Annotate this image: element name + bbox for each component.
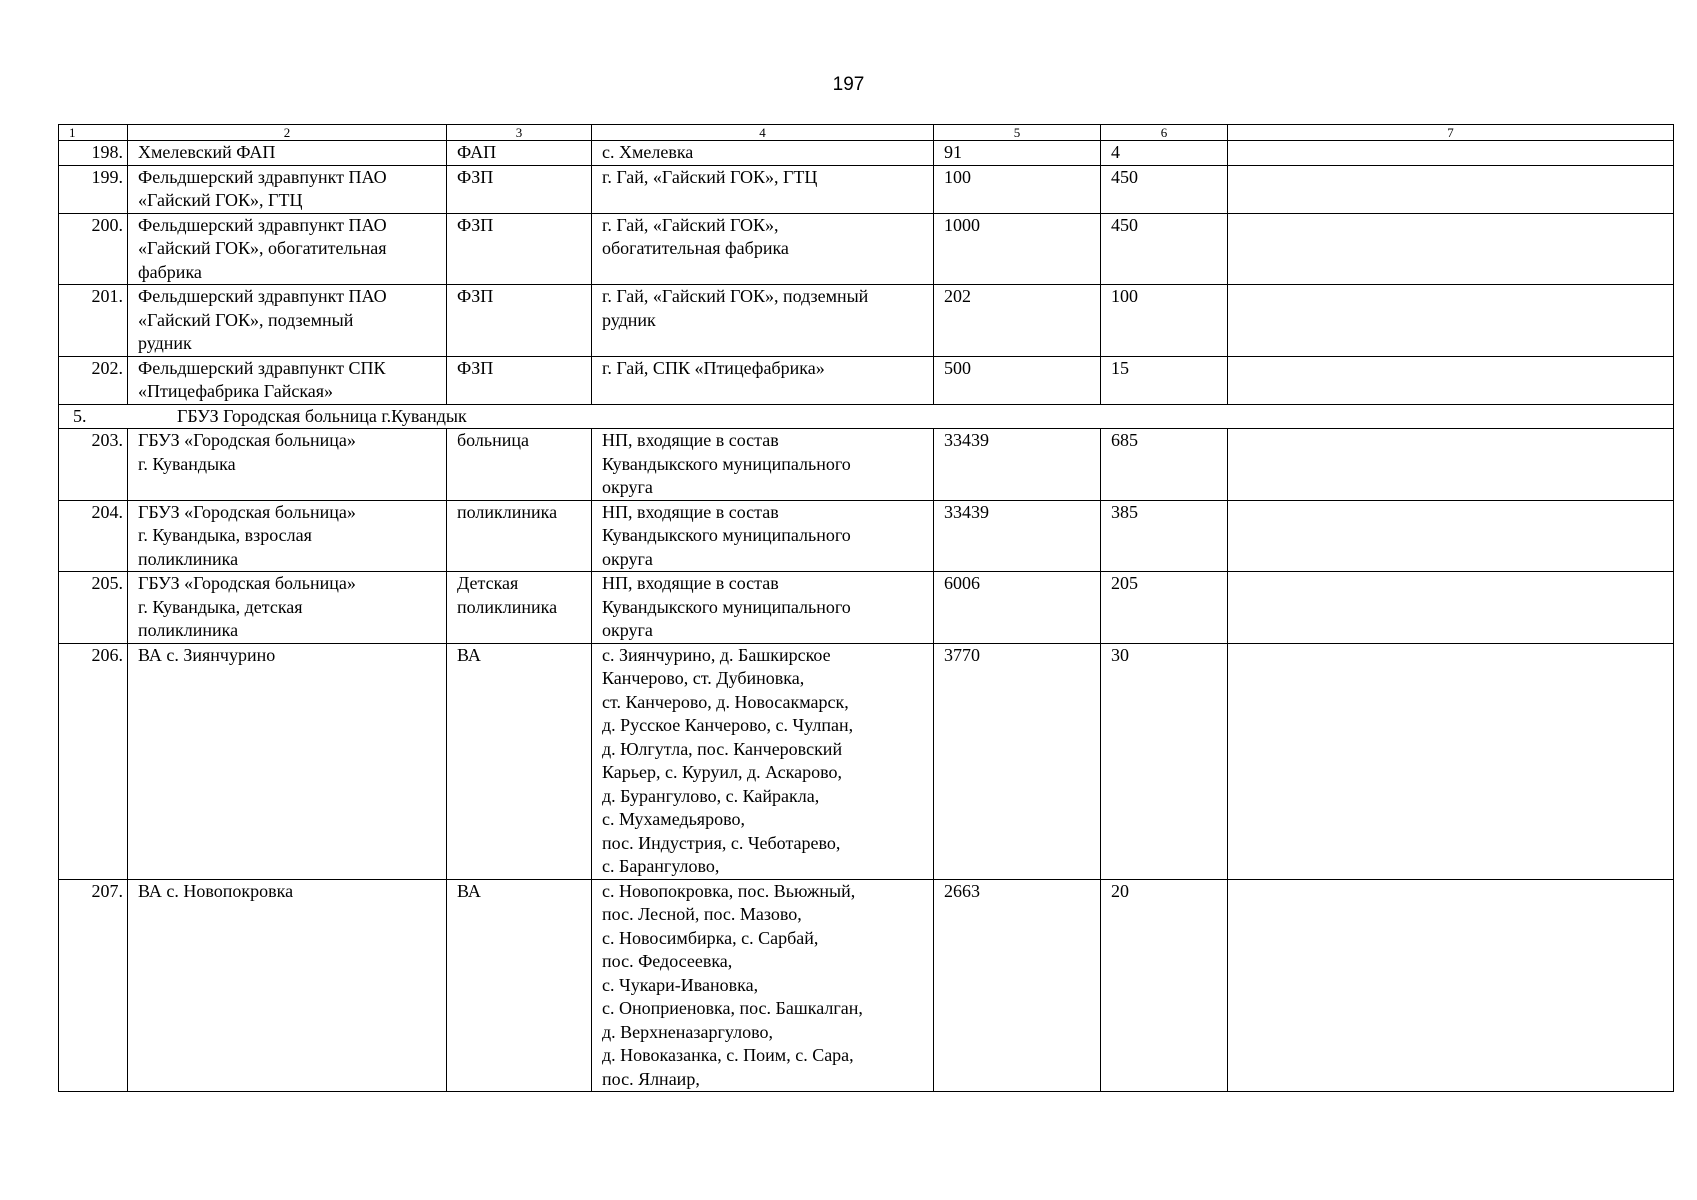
service-area: с. Хмелевка [592,141,934,166]
facility-name: Фельдшерский здравпункт СПК «Птицефабрика Гайская» [128,356,447,404]
column-6-value: 4 [1101,141,1228,166]
facility-type: больница [447,429,592,501]
column-5-value: 3770 [934,643,1101,879]
facility-type: ФЗП [447,356,592,404]
table-row [59,141,1674,166]
facility-type: ФЗП [447,165,592,213]
column-6-value: 685 [1101,429,1228,501]
service-area: с. Зиянчурино, д. Башкирское Канчерово, ст. Дубиновка, ст. Канчерово, д. Новосакмарск, д. Русское Канчерово, с. Чулпан, д. Юлгутла, пос. Канчеровский Карьер, с. Куруил, д. Аскарово, д. Бурангулово, с. Кайракла, с. Мухамедьярово, пос. Индустрия, с. Чеботарево, с. Барангулово, [592,643,934,879]
facility-type: ФЗП [447,213,592,285]
column-7-value [1228,879,1674,1092]
facility-type: ВА [447,879,592,1092]
table-row [59,879,1674,1092]
column-number: 2 [128,125,447,141]
column-5-value: 202 [934,285,1101,357]
section-header [59,404,1674,429]
service-area: г. Гай, «Гайский ГОК», ГТЦ [592,165,934,213]
column-7-value [1228,572,1674,644]
column-6-value: 100 [1101,285,1228,357]
column-5-value: 6006 [934,572,1101,644]
column-number: 1 [59,125,128,141]
facility-name: ГБУЗ «Городская больница» г. Кувандыка, взрослая поликлиника [128,500,447,572]
column-7-value [1228,356,1674,404]
facility-type: ВА [447,643,592,879]
column-5-value: 100 [934,165,1101,213]
column-7-value [1228,141,1674,166]
facility-name: ГБУЗ «Городская больница» г. Кувандыка [128,429,447,501]
column-7-value [1228,429,1674,501]
facility-type: ФЗП [447,285,592,357]
facility-name: ВА с. Зиянчурино [128,643,447,879]
column-6-value: 450 [1101,213,1228,285]
table-row [59,165,1674,213]
table-row [59,572,1674,644]
column-number: 5 [934,125,1101,141]
facility-type: Детская поликлиника [447,572,592,644]
service-area: НП, входящие в состав Кувандыкского муниципального округа [592,572,934,644]
service-area: с. Новопокровка, пос. Вьюжный, пос. Лесной, пос. Мазово, с. Новосимбирка, с. Сарбай, пос. Федосеевка, с. Чукари-Ивановка, с. Оноприеновка, пос. Башкалган, д. Верхненазаргулово, д. Новоказанка, с. Поим, с. Сара, пос. Ялнаир, [592,879,934,1092]
column-number: 3 [447,125,592,141]
table-row [59,429,1674,501]
row-number: 198. [59,141,128,166]
column-number: 6 [1101,125,1228,141]
column-number: 7 [1228,125,1674,141]
table-row [59,500,1674,572]
facilities-table [58,124,1674,1092]
page-number: 197 [832,74,865,95]
row-number: 207. [59,879,128,1092]
facility-name: ВА с. Новопокровка [128,879,447,1092]
table-row [59,285,1674,357]
facility-name: Хмелевский ФАП [128,141,447,166]
table-row [59,213,1674,285]
row-number: 203. [59,429,128,501]
facility-name: Фельдшерский здравпункт ПАО «Гайский ГОК», ГТЦ [128,165,447,213]
facility-name: ГБУЗ «Городская больница» г. Кувандыка, детская поликлиника [128,572,447,644]
column-number-row [59,125,1674,141]
column-6-value: 205 [1101,572,1228,644]
service-area: г. Гай, «Гайский ГОК», подземный рудник [592,285,934,357]
column-5-value: 33439 [934,429,1101,501]
table-row [59,643,1674,879]
column-5-value: 500 [934,356,1101,404]
facility-type: поликлиника [447,500,592,572]
column-7-value [1228,285,1674,357]
column-6-value: 450 [1101,165,1228,213]
column-5-value: 2663 [934,879,1101,1092]
row-number: 205. [59,572,128,644]
row-number: 201. [59,285,128,357]
row-number: 202. [59,356,128,404]
column-6-value: 30 [1101,643,1228,879]
column-6-value: 20 [1101,879,1228,1092]
column-7-value [1228,500,1674,572]
column-5-value: 33439 [934,500,1101,572]
column-5-value: 1000 [934,213,1101,285]
column-7-value [1228,213,1674,285]
row-number: 204. [59,500,128,572]
row-number: 199. [59,165,128,213]
column-6-value: 15 [1101,356,1228,404]
facility-name: Фельдшерский здравпункт ПАО «Гайский ГОК», обогатительная фабрика [128,213,447,285]
service-area: г. Гай, «Гайский ГОК», обогатительная фабрика [592,213,934,285]
facility-name: Фельдшерский здравпункт ПАО «Гайский ГОК», подземный рудник [128,285,447,357]
facility-type: ФАП [447,141,592,166]
column-7-value [1228,165,1674,213]
row-number: 200. [59,213,128,285]
column-5-value: 91 [934,141,1101,166]
section-title: ГБУЗ Городская больница г.Кувандык [177,405,467,426]
service-area: НП, входящие в состав Кувандыкского муниципального округа [592,429,934,501]
service-area: НП, входящие в состав Кувандыкского муниципального округа [592,500,934,572]
section-header-row [59,404,1674,429]
row-number: 206. [59,643,128,879]
service-area: г. Гай, СПК «Птицефабрика» [592,356,934,404]
table-row [59,356,1674,404]
section-number: 5. [73,405,87,426]
column-7-value [1228,643,1674,879]
column-number: 4 [592,125,934,141]
column-6-value: 385 [1101,500,1228,572]
